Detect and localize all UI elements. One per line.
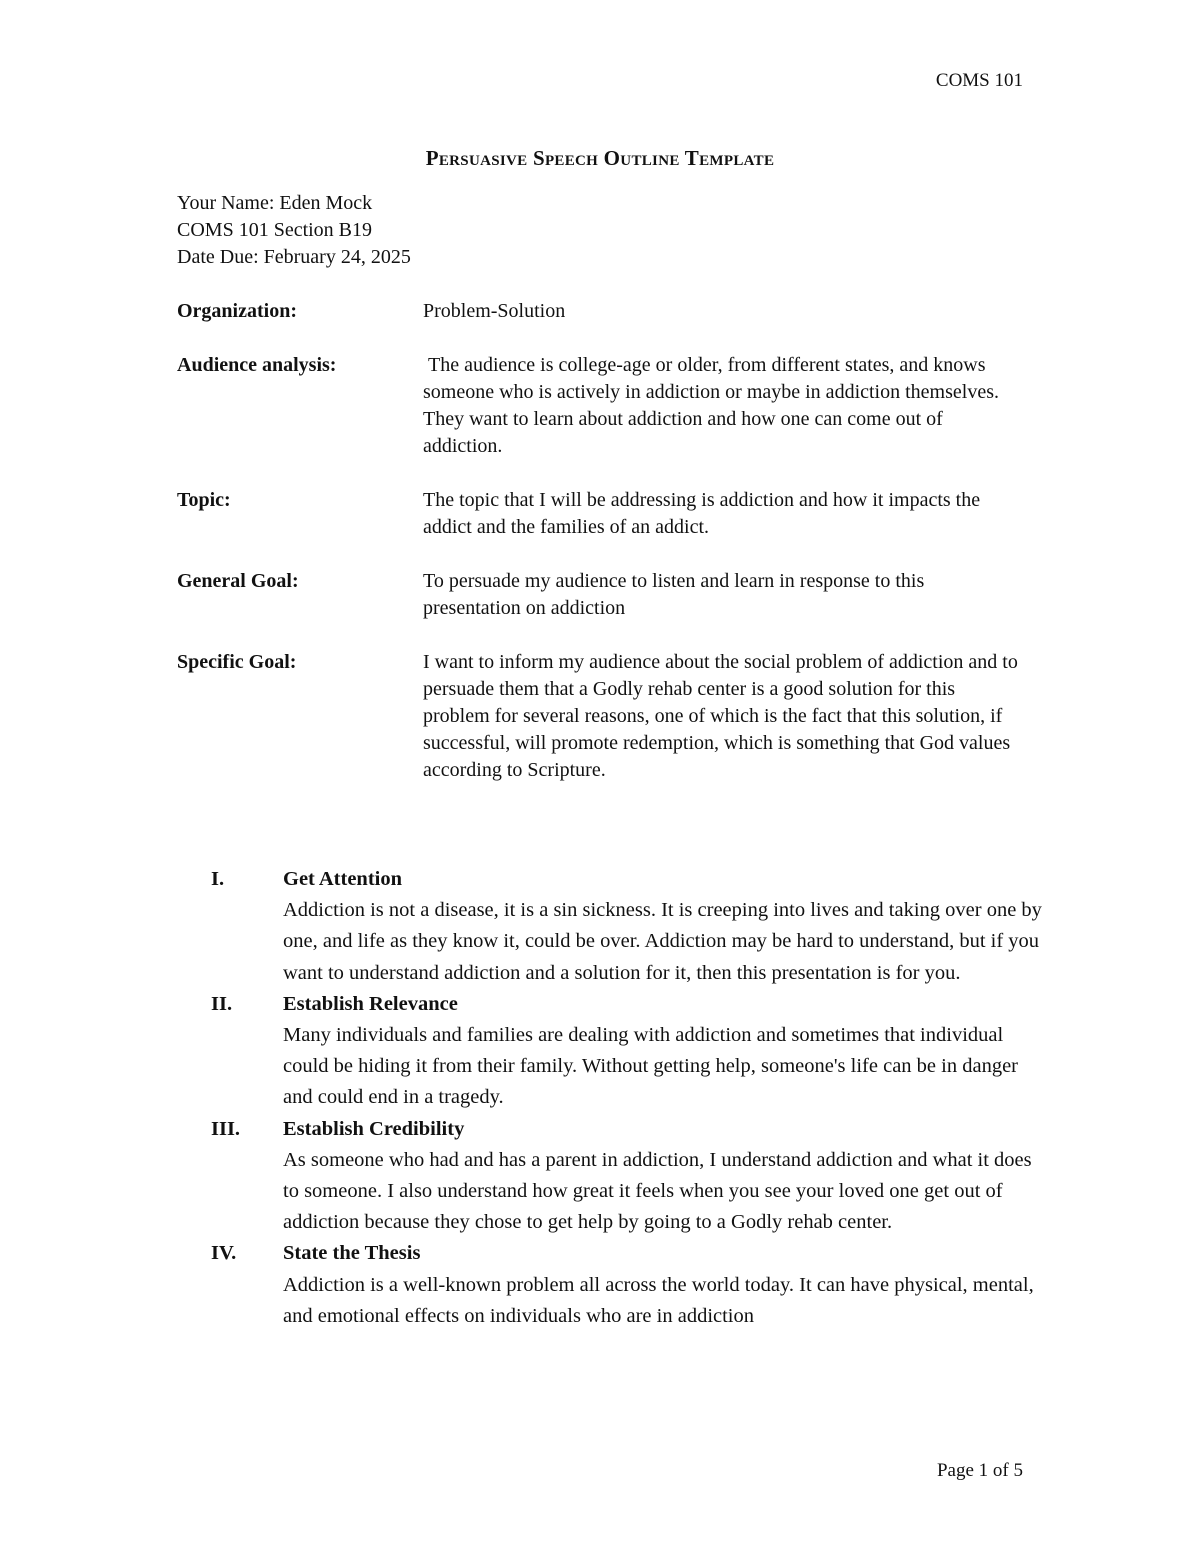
- outline-heading: State the Thesis: [283, 1242, 421, 1265]
- field-label: Audience analysis:: [177, 354, 337, 376]
- student-info: [177, 190, 411, 271]
- outline-heading: Get Attention: [283, 868, 402, 890]
- student-name: Your Name: Eden Mock: [177, 192, 373, 214]
- outline-text: Addiction is not a disease, it is a sin sickness. It is creeping into lives and taking over one by one, and life as they know it, could be over. Addiction may be hard to understand, but if you want to understand addiction and a solution for it, then this presentation is for you.: [283, 899, 1042, 984]
- outline-text: Addiction is a well-known problem all across the world today. It can have physical, mental, and emotional effects on individuals who are in addiction: [283, 1273, 1034, 1327]
- field-general-goal: [177, 568, 1037, 622]
- outline-heading: Establish Relevance: [283, 992, 458, 1015]
- field-label: Organization:: [177, 300, 297, 322]
- field-organization: [177, 298, 1037, 325]
- field-value: The topic that I will be addressing is addiction and how it impacts the addict and the families of an addict.: [423, 489, 986, 538]
- outline-item-establish-credibility: [0, 1114, 1043, 1239]
- course-section: COMS 101 Section B19: [177, 219, 373, 241]
- document-title: Persuasive Speech Outline Template: [425, 146, 775, 170]
- outline-text: Many individuals and families are dealing with addiction and sometimes that individual could be hiding it from their family. Without getting help, someone's life can be in danger and could end in a tragedy.: [283, 1024, 1018, 1109]
- outline-item-state-thesis: [0, 1238, 1043, 1332]
- outline-numeral: I.: [211, 868, 225, 890]
- field-value: I want to inform my audience about the social problem of addiction and to persuade them that a Godly rehab center is a good solution for this problem for several reasons, one of which is the fact that this solution, if successful, will promote redemption, which is something that God values according to Scripture.: [423, 651, 1023, 781]
- field-value: The audience is college-age or older, from different states, and knows someone who is actively in addiction or maybe in addiction themselves. They want to learn about addiction and how one can come out of addiction.: [423, 354, 1004, 457]
- outline-numeral: IV.: [211, 1242, 237, 1265]
- speech-fields: [177, 298, 1037, 811]
- field-label: General Goal:: [177, 570, 299, 592]
- outline-text: As someone who had and has a parent in addiction, I understand addiction and what it does to someone. I also understand how great it feels when you see your loved one get out of addiction because they chose to get help by going to a Godly rehab center.: [283, 1148, 1032, 1234]
- outline-item-establish-relevance: [0, 989, 1043, 1114]
- outline-item-get-attention: [0, 864, 1043, 989]
- field-audience-analysis: [177, 352, 1037, 460]
- field-specific-goal: [177, 649, 1037, 784]
- field-label: Topic:: [177, 489, 231, 511]
- field-label: Specific Goal:: [177, 651, 297, 673]
- page-number: Page 1 of 5: [936, 1460, 1023, 1481]
- due-date: Date Due: February 24, 2025: [177, 246, 411, 268]
- field-value: Problem-Solution: [423, 300, 566, 322]
- speech-outline: [0, 864, 1200, 1332]
- outline-numeral: III.: [211, 1117, 241, 1140]
- field-topic: [177, 487, 1037, 541]
- outline-numeral: II.: [211, 992, 233, 1015]
- page-header-course: COMS 101: [935, 70, 1023, 91]
- outline-heading: Establish Credibility: [283, 1117, 465, 1140]
- field-value: To persuade my audience to listen and learn in response to this presentation on addiction: [423, 570, 930, 619]
